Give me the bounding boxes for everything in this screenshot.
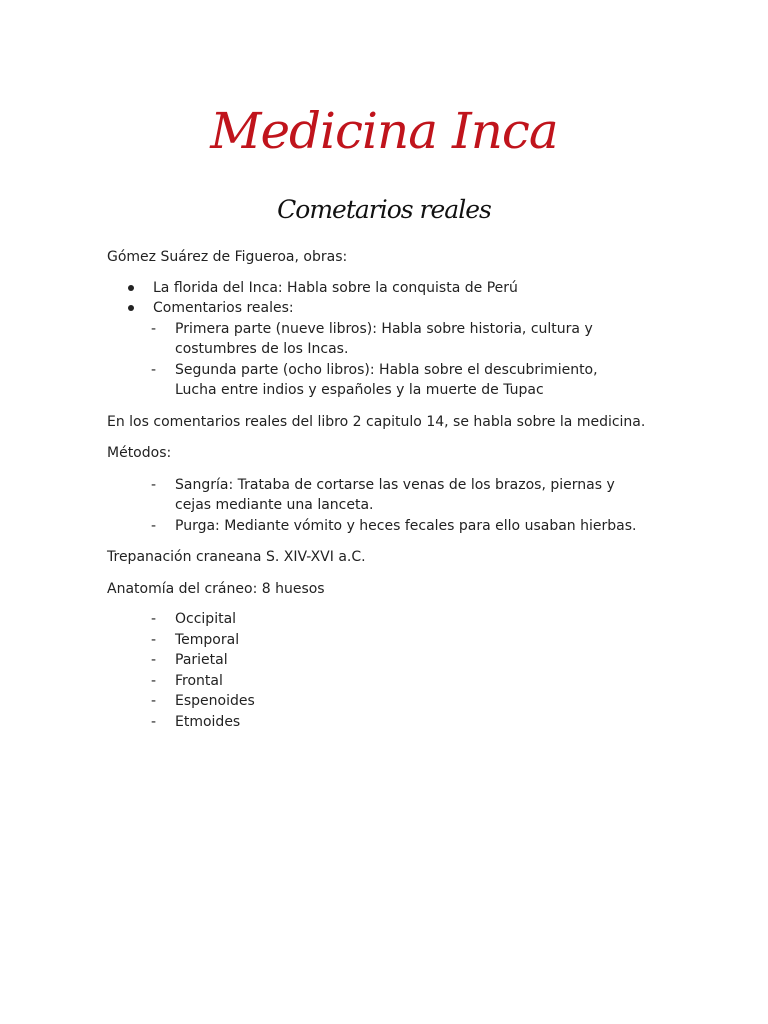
bullet-icon <box>128 305 134 311</box>
list-item <box>107 516 707 537</box>
bone-occipital: Occipital <box>175 611 237 627</box>
comentarios-parts-list <box>107 319 707 401</box>
list-item <box>107 278 707 299</box>
list-item <box>107 712 707 733</box>
bone-etmoides: Etmoides <box>175 713 241 730</box>
bone-parietal: Parietal <box>175 652 228 668</box>
list-item <box>107 630 707 651</box>
works-list <box>107 278 707 401</box>
methods-heading: Métodos: <box>107 445 172 461</box>
bone-frontal: Frontal <box>175 672 223 689</box>
document-body <box>107 247 707 732</box>
list-item <box>107 691 707 712</box>
bullet-icon <box>128 285 134 291</box>
method-line: Sangría: Trataba de cortarse las venas de los brazos, piernas y <box>175 476 615 493</box>
list-item <box>107 650 707 671</box>
part-line: costumbres de los Incas. <box>175 341 349 357</box>
dash-icon: - <box>151 672 157 689</box>
dash-icon: - <box>151 361 157 378</box>
trepanation-paragraph: Trepanación craneana S. XIV-XVI a.C. <box>107 549 366 565</box>
dash-icon: - <box>151 652 157 668</box>
medicine-note: En los comentarios reales del libro 2 capitulo 14, se habla sobre la medicina. <box>107 413 646 430</box>
anatomy-heading: Anatomía del cráneo: 8 huesos <box>107 580 325 597</box>
intro-paragraph: Gómez Suárez de Figueroa, obras: <box>107 249 348 265</box>
dash-icon: - <box>151 517 157 534</box>
page-title: Medicina Inca <box>210 102 558 160</box>
part-line: Lucha entre indios y españoles y la muerte de Tupac <box>175 382 544 398</box>
method-line: Purga: Mediante vómito y heces fecales para ello usaban hierbas. <box>175 517 637 534</box>
dash-icon: - <box>151 611 157 627</box>
part-line: Primera parte (nueve libros): Habla sobre historia, cultura y <box>175 320 593 337</box>
list-item <box>107 360 707 401</box>
methods-list <box>107 475 707 537</box>
dash-icon: - <box>151 713 157 730</box>
list-item <box>107 671 707 692</box>
list-item <box>107 298 707 401</box>
dash-icon: - <box>151 693 157 709</box>
dash-icon: - <box>151 476 157 493</box>
bones-list <box>107 609 707 732</box>
page-subtitle: Cometarios reales <box>277 195 491 224</box>
list-item <box>107 319 707 360</box>
list-item <box>107 609 707 630</box>
work-florida: La florida del Inca: Habla sobre la conquista de Perú <box>153 279 518 296</box>
work-comentarios: Comentarios reales: <box>153 300 294 316</box>
method-line: cejas mediante una lanceta. <box>175 497 374 513</box>
part-line: Segunda parte (ocho libros): Habla sobre el descubrimiento, <box>175 361 598 378</box>
list-item <box>107 475 707 516</box>
dash-icon: - <box>151 320 157 337</box>
bone-espenoides: Espenoides <box>175 693 255 709</box>
dash-icon: - <box>151 631 157 648</box>
bone-temporal: Temporal <box>175 631 240 648</box>
